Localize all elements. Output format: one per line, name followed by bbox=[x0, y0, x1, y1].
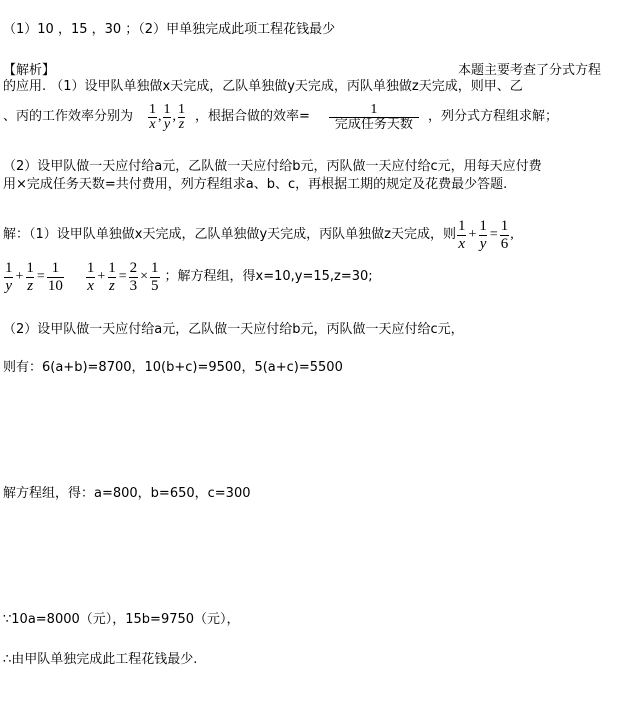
eq2-term-y: $\frac{1}{y}$ bbox=[5, 259, 13, 294]
eq1-term-y: $\frac{1}{y}$ bbox=[479, 217, 487, 252]
eq1-term-x: $\frac{1}{x}$ bbox=[457, 217, 466, 252]
solution-part2-setup: （2）设甲队做一天应付给a元，乙队做一天应付给b元，丙队做一天应付给c元， bbox=[3, 322, 464, 337]
rate-z-fraction: $\frac{1}{z}$ bbox=[178, 101, 186, 132]
analysis-part2-line-2: 用×完成任务天数=共付费用，列方程组求a、b、c，再根据工期的规定及花费最少答题. bbox=[3, 177, 508, 192]
eq3-two-thirds: $\frac{2}{3}$ bbox=[129, 259, 138, 294]
eq1-result: $\frac{1}{6}$ bbox=[500, 217, 509, 252]
solution-system: 则有：6(a+b)=8700，10(b+c)=9500，5(a+c)=5500 bbox=[3, 360, 343, 375]
solution-equations-line: $\frac{1}{y}$ + $\frac{1}{z}$ = $\frac{1}{10}$ $\frac{1}{x}$ + $\frac{1}{z}$ = $\frac{2}{3}$ × $\frac{1}{5}$ ；解方程组，得x=10,y=15,z=30; bbox=[5, 259, 373, 294]
analysis-part2-line-1: （2）设甲队做一天应付给a元，乙队做一天应付给b元，丙队做一天应付给c元，用每天应付费 bbox=[3, 159, 542, 174]
rate-x-fraction: $\frac{1}{x}$ bbox=[149, 101, 157, 132]
eq2-result: $\frac{1}{10}$ bbox=[47, 259, 63, 294]
solution-line-1: 解：（1）设甲队单独做x天完成，乙队单独做y天完成，丙队单独做z天完成，则 $\frac{1}{x}$ + $\frac{1}{y}$ = $\frac{1}{6}$ , bbox=[3, 217, 514, 252]
solution-conclusion: ∴由甲队单独完成此工程花钱最少. bbox=[3, 652, 198, 667]
analysis-topic: 本题主要考查了分式方程 bbox=[458, 63, 602, 78]
analysis-line-2-post: ，列分式方程组求解； bbox=[427, 109, 558, 124]
analysis-line-2: 、丙的工作效率分别为 $\frac{1}{x}$ , $\frac{1}{y}$ , $\frac{1}{z}$ ，根据合做的效率= $\frac{1}{\text{完成任务天数}}$ ，列分式方程组求解； bbox=[3, 101, 558, 132]
answer-line: （1）10 ，15 ，30 ；（2）甲单独完成此项工程花钱最少 bbox=[3, 22, 336, 37]
solution-compare: ∵10a=8000（元），15b=9750（元）， bbox=[3, 612, 240, 627]
analysis-line-1: 的应用. （1）设甲队单独做x天完成，乙队单独做y天完成，丙队单独做z天完成，则甲、乙 bbox=[3, 79, 523, 94]
efficiency-fraction: $\frac{1}{\text{完成任务天数}}$ bbox=[329, 103, 419, 132]
eq3-term-x: $\frac{1}{x}$ bbox=[86, 259, 95, 294]
analysis-line-2-mid: ，根据合做的效率= bbox=[195, 109, 310, 124]
eq3-term-z: $\frac{1}{z}$ bbox=[108, 259, 116, 294]
solve-result-xyz: ；解方程组，得x=10,y=15,z=30; bbox=[164, 269, 373, 284]
analysis-tag: 【解析】 bbox=[3, 63, 56, 78]
eq2-term-z: $\frac{1}{z}$ bbox=[26, 259, 34, 294]
eq3-one-fifth: $\frac{1}{5}$ bbox=[151, 259, 159, 294]
solution-abc-result: 解方程组，得：a=800，b=650，c=300 bbox=[3, 486, 251, 501]
analysis-line-2-pre: 、丙的工作效率分别为 bbox=[3, 109, 134, 124]
rate-y-fraction: $\frac{1}{y}$ bbox=[163, 101, 171, 132]
